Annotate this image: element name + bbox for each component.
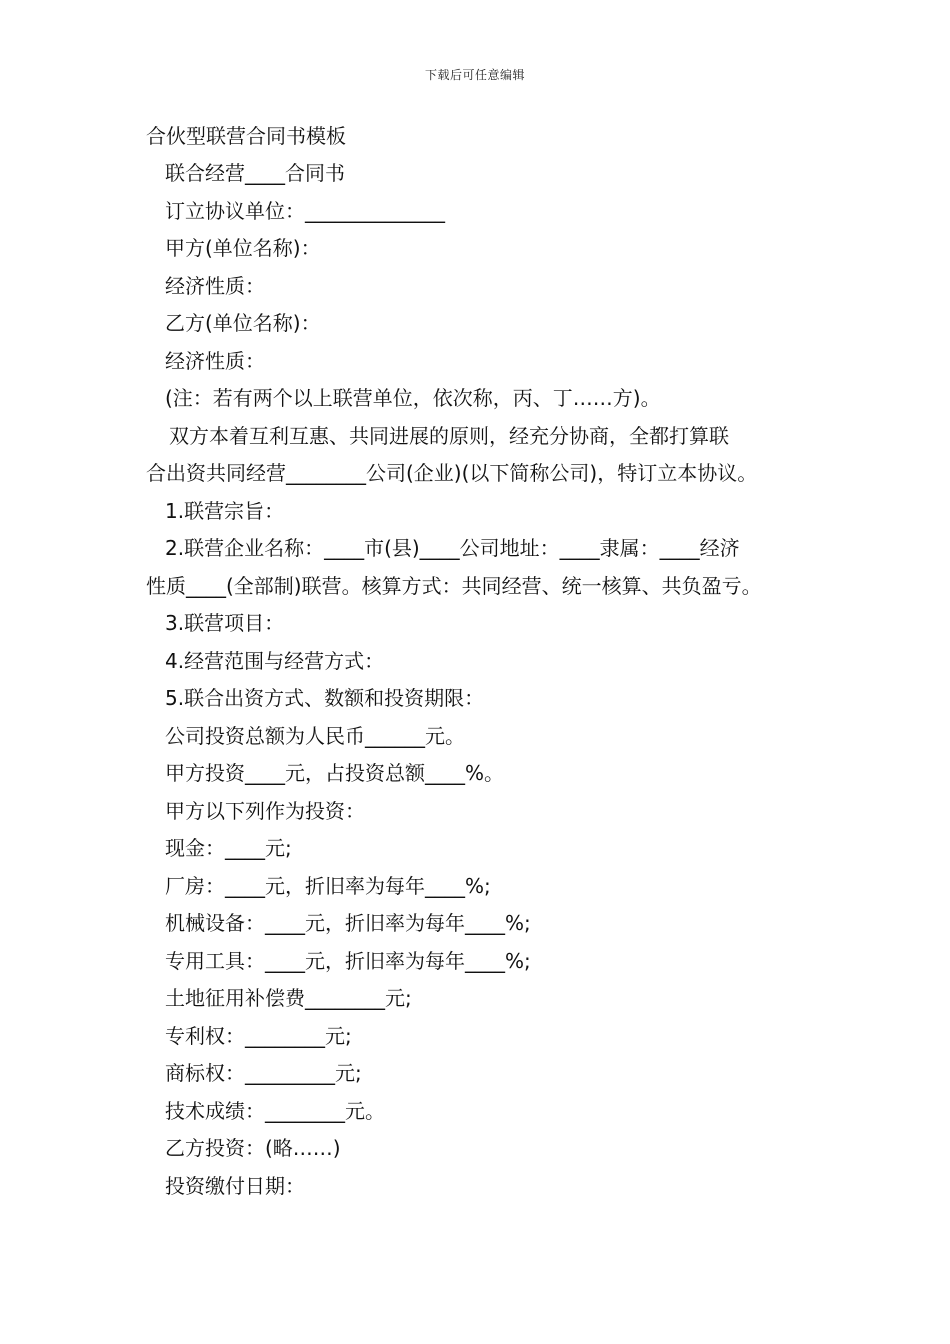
clause-2-line-2: 性质____(全部制)联营。核算方式：共同经营、统一核算、共负盈亏。: [146, 574, 762, 598]
land-compensation-line: 土地征用补偿费________元;: [165, 986, 412, 1010]
clause-5-investment: 5.联合出资方式、数额和投资期限：: [165, 686, 485, 710]
clause-3-projects: 3.联营项目：: [165, 611, 285, 635]
payment-date-line: 投资缴付日期：: [165, 1174, 305, 1198]
plant-line: 厂房：____元，折旧率为每年____%;: [165, 874, 491, 898]
party-a-name-line: 甲方(单位名称)：: [165, 236, 321, 260]
machinery-line: 机械设备：____元，折旧率为每年____%;: [165, 911, 531, 935]
preamble-line-1: 双方本着互利互惠、共同进展的原则，经充分协商，全都打算联: [169, 424, 729, 448]
page-header-note: 下载后可任意编辑: [424, 68, 525, 82]
contract-heading: 联合经营____合同书: [165, 161, 345, 185]
preamble-line-2: 合出资共同经营________公司(企业)(以下简称公司)，特订立本协议。: [146, 461, 758, 485]
clause-2-line-1: 2.联营企业名称：____市(县)____公司地址：____隶属：____经济: [165, 536, 740, 560]
party-b-investment-line: 乙方投资：(略……): [165, 1136, 341, 1160]
document-title: 合伙型联营合同书模板: [146, 124, 346, 148]
special-tools-line: 专用工具：____元，折旧率为每年____%;: [165, 949, 531, 973]
party-a-nature-line: 经济性质：: [165, 274, 265, 298]
party-b-nature-line: 经济性质：: [165, 349, 265, 373]
party-b-name-line: 乙方(单位名称)：: [165, 311, 321, 335]
clause-4-scope: 4.经营范围与经营方式：: [165, 649, 385, 673]
total-investment-line: 公司投资总额为人民币______元。: [165, 724, 465, 748]
technology-line: 技术成绩：________元。: [165, 1099, 385, 1123]
trademark-line: 商标权：_________元;: [165, 1061, 362, 1085]
party-a-investment-items-heading: 甲方以下列作为投资：: [165, 799, 365, 823]
signing-parties-line: 订立协议单位：______________: [165, 199, 445, 223]
party-a-investment-line: 甲方投资____元，占投资总额____%。: [165, 761, 505, 785]
clause-1-purpose: 1.联营宗旨：: [165, 499, 285, 523]
patent-line: 专利权：________元;: [165, 1024, 352, 1048]
cash-line: 现金：____元;: [165, 836, 292, 860]
note-line: (注：若有两个以上联营单位，依次称，丙、丁……方)。: [165, 386, 661, 410]
